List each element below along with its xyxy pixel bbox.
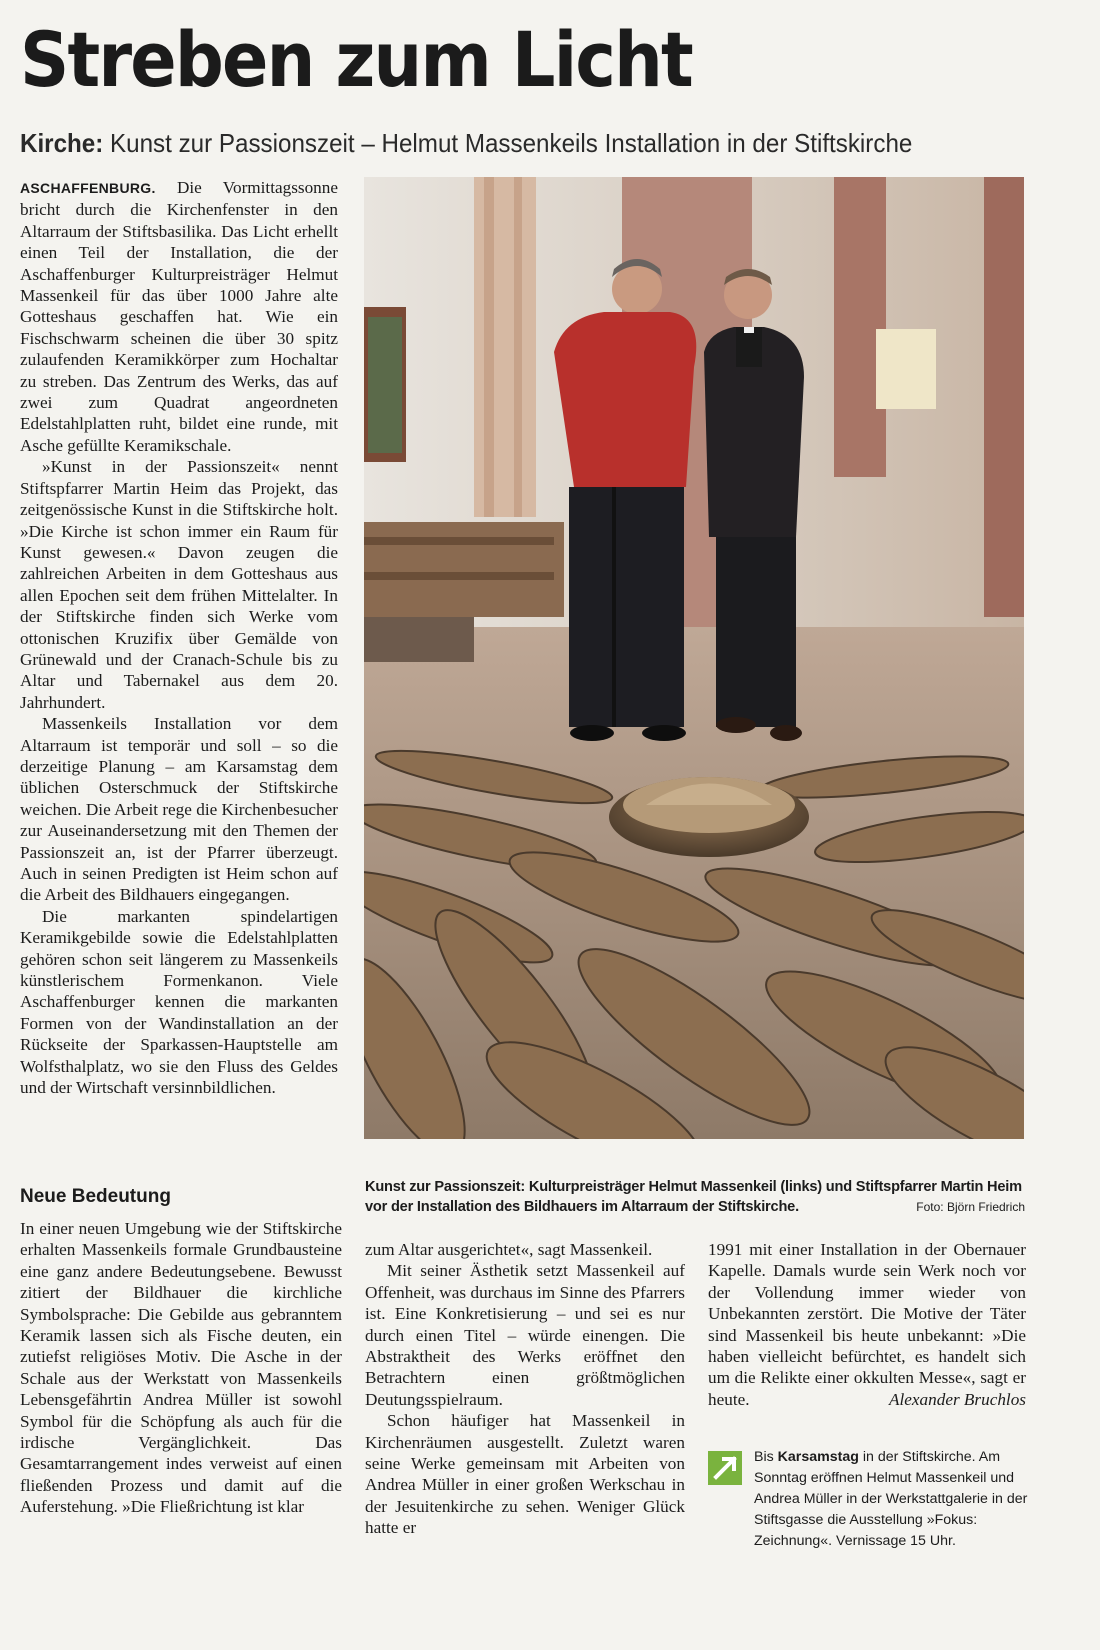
subhead-text: Kunst zur Passionszeit – Helmut Massenkeils Installation in der Stiftskirche	[110, 128, 913, 158]
info-prefix: Bis	[754, 1449, 774, 1465]
article-column-3	[708, 1239, 1026, 1410]
article-column-1	[20, 177, 338, 1098]
paragraph-6: Mit seiner Ästhetik setzt Massenkeil auf Offenheit, was durchaus im Sinne des Pfarrers ist. Eine Konkretisierung – und sei es nur durch einen Titel – würde einengen. Die Abstraktheit des Werks eröffnet den Betrachtern einen größtmöglichen Deutungsspielraum.	[365, 1261, 685, 1409]
info-box	[708, 1447, 1028, 1552]
paragraph-1	[20, 177, 338, 456]
info-text: in der Stiftskirche. Am Sonntag eröffnen Helmut Massenkeil und Andrea Müller in der Werkstattgalerie in der Stiftsgasse die Ausstellung »Fokus: Zeichnung«. Vernissage 15 Uhr.	[754, 1449, 1028, 1549]
paragraph-7-part-2: 1991 mit einer Installation in der Obernauer Kapelle. Damals wurde sein Werk noch vor der Vollendung immer wieder von Unbekannten zerstört. Die Motive der Täter sind Massenkeil bis heute unbekannt: »Die haben vielleicht befürchtet, es handelt sich um die Relikte einer okkulten Messe«, sagt er heute.	[708, 1240, 1026, 1409]
crosshead: Neue Bedeutung	[20, 1186, 171, 1207]
paragraph-7-part-1: Schon häufiger hat Massenkeil in Kirchenräumen ausgestellt. Zuletzt waren seine Werke gemeinsam mit Arbeiten von Andrea Müller in einer großen Werkschau in der Jesuitenkirche zu sehen. Weniger Glück hatte er	[365, 1411, 685, 1538]
paragraph-1-text: Die Vormittagssonne bricht durch die Kirchenfenster in den Altarraum der Stiftsbasilika. Das Licht erhellt einen Teil der Installation, die der Aschaffenburger Kulturpreisträger Helmut Massenkeil für das über 1000 Jahre alte Gotteshaus geschaffen hat. Wie ein Fischschwarm scheinen die über 30 spitz zulaufenden Keramikkörper zum Hochaltar zu streben. Das Zentrum des Werks, das auf zwei zum Quadrat angeordneten Edelstahlplatten ruht, bildet eine runde, mit Asche gefüllte Keramikschale.	[20, 178, 338, 455]
photo-caption	[365, 1177, 1027, 1217]
article-column-2	[365, 1239, 685, 1539]
article-photo	[364, 177, 1024, 1139]
paragraph-4: Die markanten spindelartigen Keramikgebilde sowie die Edelstahlplatten gehören schon seit längerem zu Massenkeils künstlerischem Formenkanon. Viele Aschaffenburger kennen die markanten Formen von der Wandinstallation an der Rückseite der Sparkassen-Hauptstelle am Wolfsthalplatz, wo sie den Fluss des Geldes und der Wirtschaft versinnbildlichen.	[20, 906, 338, 1098]
dateline: ASCHAFFENBURG.	[20, 180, 156, 196]
headline: Streben zum Licht	[20, 15, 692, 104]
man-right-figure	[704, 269, 804, 741]
photo-credit: Foto: Björn Friedrich	[916, 1200, 1025, 1214]
caption-text: Kunst zur Passionszeit: Kulturpreisträger Helmut Massenkeil (links) und Stiftspfarrer Martin Heim vor der Installation des Bildhauers im Altarraum der Stiftskirche.	[365, 1179, 1022, 1215]
info-highlight: Karsamstag	[777, 1449, 859, 1465]
man-left-figure	[554, 259, 696, 741]
paragraph-3: Massenkeils Installation vor dem Altarraum ist temporär und soll – so die derzeitige Planung – am Karsamstag dem üblichen Osterschmuck der Stiftskirche weichen. Die Arbeit rege die Kirchenbesucher zur Auseinandersetzung mit den Themen der Passionszeit an, ist der Pfarrer überzeugt. Auch in seinen Predigten ist Heim schon auf die Arbeit des Bildhauers eingegangen.	[20, 714, 338, 905]
paragraph-2: »Kunst in der Passionszeit« nennt Stiftspfarrer Martin Heim das Projekt, das zeitgenössische Kunst in die Stiftskirche holt. »Die Kirche ist schon immer ein Raum für Kunst gewesen.« Davon zeugen die zahlreichen Arbeiten in dem Gotteshaus aus allen Epochen seit dem frühen Mittelalter. In der Stiftskirche finden sich Werke vom ottonischen Kruzifix über Gemälde von Grünewald und der Cranach-Schule bis zu Altar und Tabernakel aus dem 20. Jahrhundert.	[20, 457, 338, 712]
arrow-icon	[708, 1451, 742, 1485]
author-byline: Alexander Bruchlos	[889, 1389, 1026, 1409]
subheadline	[20, 128, 912, 159]
paragraph-5-part-2: zum Altar ausgerichtet«, sagt Massenkeil.	[365, 1240, 653, 1259]
subhead-kicker: Kirche:	[20, 128, 104, 158]
article-column-1-bottom	[20, 1218, 342, 1518]
photo-illustration	[364, 177, 1024, 1139]
paragraph-5-part-1: In einer neuen Umgebung wie der Stiftskirche erhalten Massenkeils formale Grundbausteine eine ganz andere Bedeutungsebene. Bewusst zitiert der Bildhauer die kirchliche Symbolsprache: Die Gebilde aus gebranntem Keramik lassen sich als Fische deuten, ein zutiefst religiöses Motiv. Die Asche in der Schale aus der Werkstatt von Massenkeils Lebensgefährtin Andrea Müller ist sowohl Symbol für die Schöpfung als auch für die irdische Vergänglichkeit. Das Gesamtarrangement indes verweist auf einen fließenden Prozess und damit auf die Auferstehung. »Die Fließrichtung ist klar	[20, 1219, 342, 1517]
